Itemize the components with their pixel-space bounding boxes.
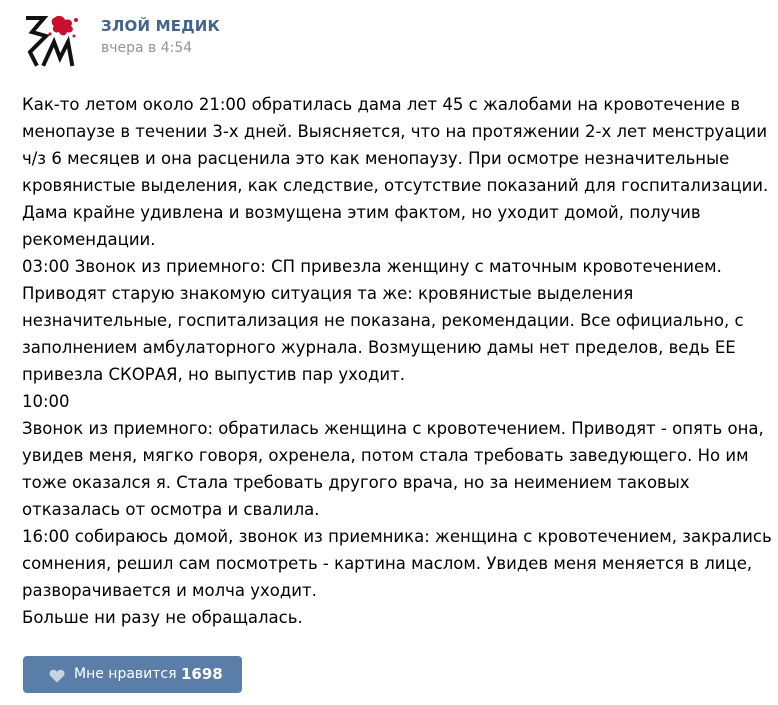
post-text-line: 16:00 собираюсь домой, звонок из приемника: женщина с кровотечением, закрались	[22, 527, 772, 546]
post-text-line: незначительные, госпитализация не показана, рекомендации. Все официально, с	[22, 311, 744, 330]
post-text-line: 03:00 Звонок из приемного: СП привезла женщину с маточным кровотечением.	[22, 257, 722, 276]
post-text-line: разворачивается и молча уходит.	[22, 581, 317, 600]
like-label: Мне нравится	[74, 666, 177, 682]
post-time[interactable]: вчера в 4:54	[101, 40, 193, 56]
post-text-line: ч/з 6 месяцев и она расценила это как менопаузу. При осмотре незначительные	[22, 149, 730, 168]
heart-icon	[49, 668, 65, 682]
post-text-line: увидев меня, мягко говоря, охренела, потом стала требовать заведующего. Но им	[22, 446, 749, 465]
post-text-line: менопаузе в течении 3-х дней. Выясняется, что на протяжении 2-х лет менструации	[22, 122, 768, 141]
post-text-line: Дама крайне удивлена и возмущена этим фактом, но уходит домой, получив	[22, 203, 701, 222]
post-text-line: рекомендации.	[22, 230, 156, 249]
post-text-line: тоже оказался я. Стала требовать другого врача, но за неимением таковых	[22, 473, 690, 492]
post-text-line: отказалась от осмотра и свалила.	[22, 500, 320, 519]
like-count: 1698	[181, 665, 223, 683]
like-button[interactable]	[23, 656, 242, 693]
author-name[interactable]: ЗЛОЙ МЕДИК	[101, 17, 220, 35]
post-text-line: 10:00	[22, 392, 70, 411]
avatar[interactable]	[22, 12, 84, 68]
post-text-line: заполнением амбулаторного журнала. Возмущению дамы нет пределов, ведь ЕЕ	[22, 338, 736, 357]
post-text-line: Приводят старую знакомую ситуация та же: кровянистые выделения	[22, 284, 634, 303]
post-text-line: кровянистые выделения, как следствие, отсутствие показаний для госпитализации.	[22, 176, 769, 195]
post-text-line: привезла СКОРАЯ, но выпустив пар уходит.	[22, 365, 405, 384]
post-text-line: Больше ни разу не обращалась.	[22, 608, 303, 627]
post-text-line: Звонок из приемного: обратилась женщина с кровотечением. Приводят - опять она,	[22, 419, 764, 438]
post-text	[22, 91, 772, 631]
post-text-line: Как-то летом около 21:00 обратилась дама лет 45 с жалобами на кровотечение в	[22, 95, 741, 114]
post-text-line: сомнения, решил сам посмотреть - картина маслом. Увидев меня меняется в лице,	[22, 554, 753, 573]
zm-logo	[22, 12, 84, 68]
